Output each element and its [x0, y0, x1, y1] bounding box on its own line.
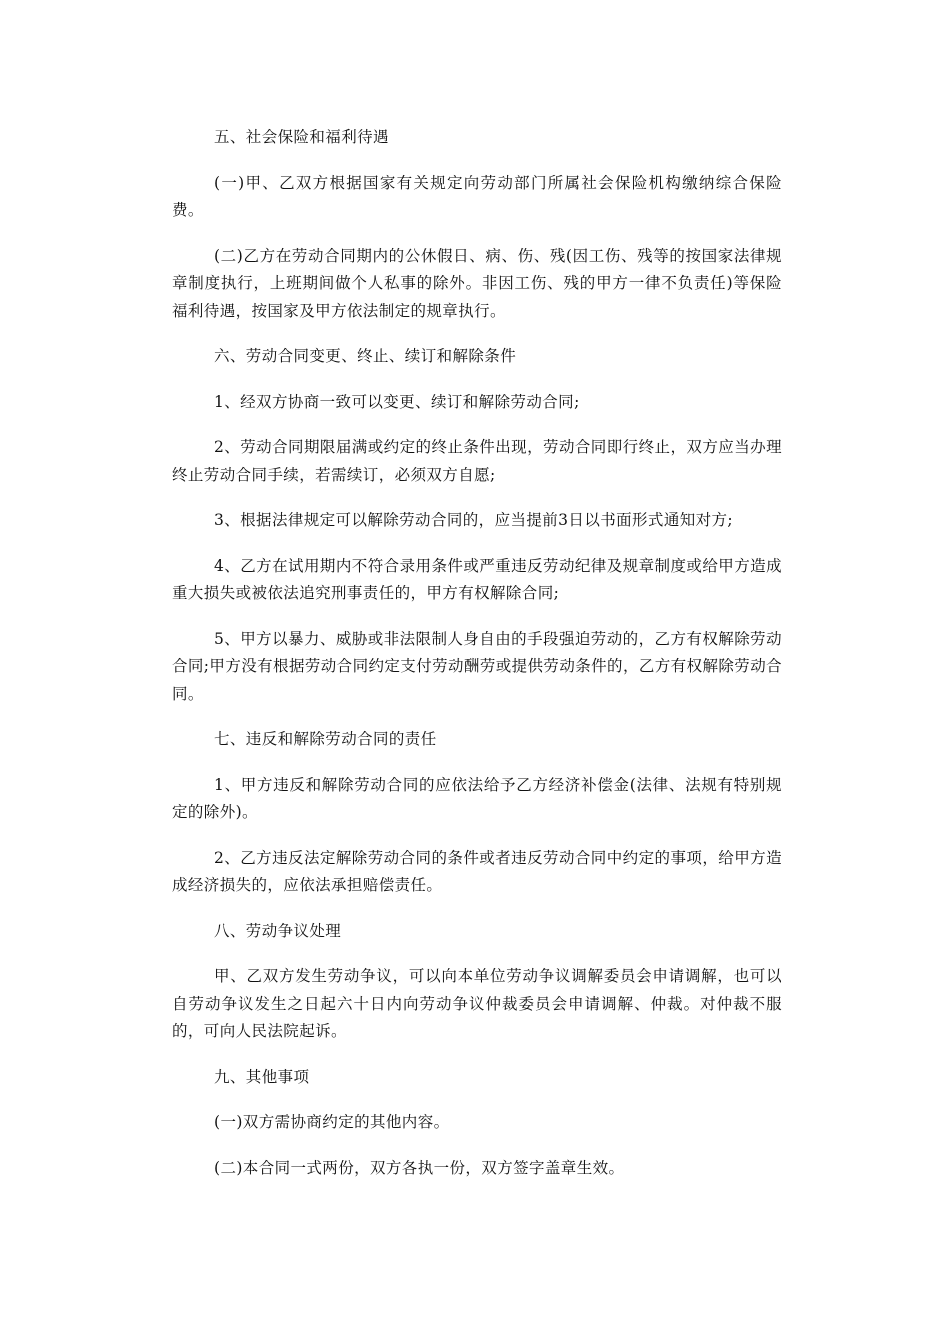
document-body [172, 124, 782, 1182]
paragraph-employee-liability: 2、乙方违反法定解除劳动合同的条件或者违反劳动合同中约定的事项，给甲方造成经济损失的，应依法承担赔偿责任。 [172, 848, 782, 894]
section-heading-dispute-resolution: 八、劳动争议处理 [214, 921, 342, 940]
paragraph-employer-compensation: 1、甲方违反和解除劳动合同的应依法给予乙方经济补偿金(法律、法规有特别规定的除外)。 [172, 775, 782, 821]
paragraph-contract-expiry: 2、劳动合同期限届满或约定的终止条件出现，劳动合同即行终止，双方应当办理终止劳动合同手续，若需续订，必须双方自愿; [172, 438, 782, 484]
section-heading-social-insurance: 五、社会保险和福利待遇 [214, 128, 389, 146]
paragraph-dispute-process: 甲、乙双方发生劳动争议，可以向本单位劳动争议调解委员会申请调解，也可以自劳动争议发生之日起六十日内向劳动争议仲裁委员会申请调解、仲裁。对仲裁不服的，可向人民法院起诉。 [172, 967, 782, 1040]
paragraph-insurance-fees: (一)甲、乙双方根据国家有关规定向劳动部门所属社会保险机构缴纳综合保险费。 [172, 173, 782, 219]
paragraph-employee-termination-rights: 5、甲方以暴力、威胁或非法限制人身自由的手段强迫劳动的，乙方有权解除劳动合同;甲方没有根据劳动合同约定支付劳动酬劳或提供劳动条件的，乙方有权解除劳动合同。 [172, 629, 782, 703]
paragraph-other-content: (一)双方需协商约定的其他内容。 [214, 1113, 450, 1131]
paragraph-probation-termination: 4、乙方在试用期内不符合录用条件或严重违反劳动纪律及规章制度或给甲方造成重大损失或被依法追究刑事责任的，甲方有权解除合同; [172, 556, 782, 602]
paragraph-notice-period: 3、根据法律规定可以解除劳动合同的，应当提前3日以书面形式通知对方; [214, 511, 734, 529]
paragraph-welfare-benefits: (二)乙方在劳动合同期内的公休假日、病、伤、残(因工伤、残等的按国家法律规章制度执行，上班期间做个人私事的除外。非因工伤、残的甲方一律不负责任)等保险福利待遇，按国家及甲方依法制定的规章执行。 [172, 246, 782, 320]
section-heading-liability: 七、违反和解除劳动合同的责任 [214, 730, 437, 748]
section-heading-other-matters: 九、其他事项 [214, 1067, 310, 1086]
paragraph-copies-effective: (二)本合同一式两份，双方各执一份，双方签字盖章生效。 [214, 1158, 625, 1177]
section-heading-contract-changes: 六、劳动合同变更、终止、续订和解除条件 [214, 347, 517, 365]
paragraph-mutual-agreement: 1、经双方协商一致可以变更、续订和解除劳动合同; [214, 392, 580, 411]
